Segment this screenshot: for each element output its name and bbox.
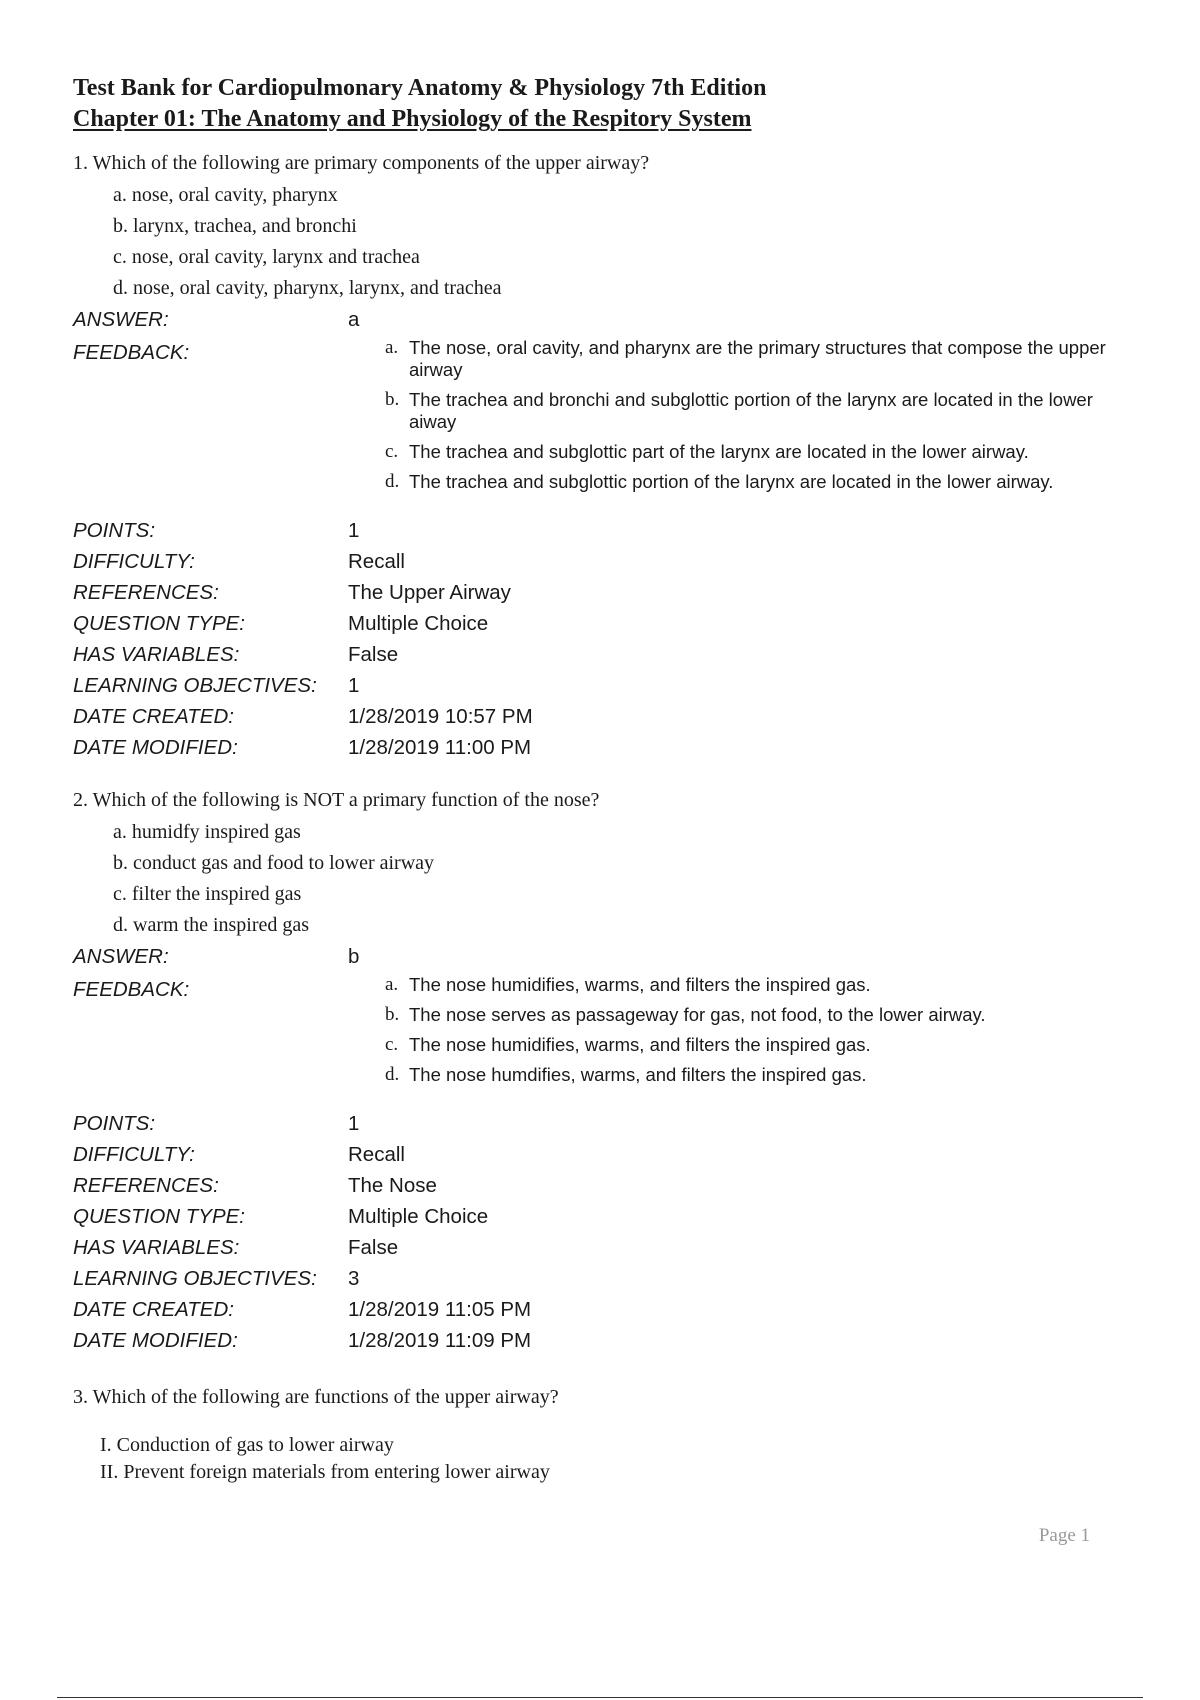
date-created-value: 1/28/2019 10:57 PM	[348, 705, 533, 728]
feedback-text: The nose, oral cavity, and pharynx are the primary structures that compose the upper airway	[409, 337, 1106, 380]
choice-c: c. filter the inspired gas	[113, 883, 302, 905]
references-value: The Upper Airway	[348, 581, 511, 604]
difficulty-row	[73, 1139, 1133, 1170]
points-row	[73, 515, 1133, 546]
points-value: 1	[348, 519, 360, 542]
references-row	[73, 577, 1133, 608]
choice-a: a. nose, oral cavity, pharynx	[113, 184, 338, 206]
statement-item: II. Prevent foreign materials from entering lower airway	[100, 1461, 550, 1483]
feedback-text: The trachea and subglottic portion of the larynx are located in the lower airway.	[409, 471, 1054, 492]
feedback-row	[73, 337, 1133, 501]
feedback-list	[348, 974, 1133, 1094]
date-modified-label: DATE MODIFIED:	[73, 1329, 238, 1352]
chapter-title: Chapter 01: The Anatomy and Physiology of the Respitory System	[73, 106, 752, 132]
has-variables-row	[73, 1232, 1133, 1263]
statement-item: I. Conduction of gas to lower airway	[100, 1434, 394, 1456]
feedback-letter: c.	[385, 1034, 399, 1055]
choice-c: c. nose, oral cavity, larynx and trachea	[113, 246, 420, 268]
feedback-label: FEEDBACK:	[73, 341, 190, 364]
statement-list	[73, 1432, 1133, 1486]
document-title: Test Bank for Cardiopulmonary Anatomy & Physiology 7th Edition	[73, 75, 767, 101]
feedback-text: The nose humdifies, warms, and filters the inspired gas.	[409, 1064, 867, 1085]
choice-d: d. warm the inspired gas	[113, 914, 310, 936]
feedback-letter: a.	[385, 337, 399, 358]
date-created-label: DATE CREATED:	[73, 705, 234, 728]
answer-value: a	[348, 308, 360, 331]
feedback-item	[385, 337, 1133, 381]
difficulty-label: DIFFICULTY:	[73, 550, 195, 573]
date-created-row	[73, 1294, 1133, 1325]
date-modified-row	[73, 1325, 1133, 1356]
date-modified-label: DATE MODIFIED:	[73, 736, 238, 759]
choice-list	[73, 180, 1133, 304]
question-type-label: QUESTION TYPE:	[73, 612, 245, 635]
difficulty-row	[73, 546, 1133, 577]
learning-objectives-label: LEARNING OBJECTIVES:	[73, 674, 317, 697]
answer-label: ANSWER:	[73, 308, 169, 331]
feedback-item	[385, 441, 1133, 463]
feedback-item	[385, 974, 1133, 996]
question-2	[73, 787, 1133, 1356]
answer-row	[73, 941, 1133, 972]
feedback-item	[385, 471, 1133, 493]
learning-objectives-row	[73, 1263, 1133, 1294]
feedback-text: The trachea and bronchi and subglottic portion of the larynx are located in the lower aiway	[409, 389, 1093, 432]
feedback-letter: d.	[385, 1064, 400, 1085]
question-type-row	[73, 1201, 1133, 1232]
learning-objectives-value: 1	[348, 674, 360, 697]
feedback-letter: d.	[385, 471, 400, 492]
question-type-row	[73, 608, 1133, 639]
question-1	[73, 150, 1133, 763]
learning-objectives-row	[73, 670, 1133, 701]
bottom-divider	[57, 1697, 1143, 1698]
answer-label: ANSWER:	[73, 945, 169, 968]
feedback-text: The nose humidifies, warms, and filters the inspired gas.	[409, 974, 871, 995]
feedback-item	[385, 1064, 1133, 1086]
references-label: REFERENCES:	[73, 1174, 219, 1197]
points-label: POINTS:	[73, 1112, 156, 1135]
references-value: The Nose	[348, 1174, 437, 1197]
choice-b: b. conduct gas and food to lower airway	[113, 852, 435, 874]
feedback-row	[73, 974, 1133, 1094]
metadata-block	[73, 515, 1133, 763]
feedback-item	[385, 1004, 1133, 1026]
points-row	[73, 1108, 1133, 1139]
has-variables-label: HAS VARIABLES:	[73, 643, 240, 666]
feedback-label: FEEDBACK:	[73, 978, 190, 1001]
points-label: POINTS:	[73, 519, 156, 542]
feedback-letter: b.	[385, 389, 400, 410]
question-type-label: QUESTION TYPE:	[73, 1205, 245, 1228]
choice-list	[73, 817, 1133, 941]
date-modified-value: 1/28/2019 11:00 PM	[348, 736, 532, 759]
date-modified-row	[73, 732, 1133, 763]
question-3	[73, 1384, 1133, 1486]
feedback-text: The nose humidifies, warms, and filters the inspired gas.	[409, 1034, 871, 1055]
points-value: 1	[348, 1112, 360, 1135]
choice-b: b. larynx, trachea, and bronchi	[113, 215, 357, 237]
difficulty-value: Recall	[348, 550, 405, 573]
has-variables-value: False	[348, 643, 399, 666]
date-modified-value: 1/28/2019 11:09 PM	[348, 1329, 532, 1352]
date-created-value: 1/28/2019 11:05 PM	[348, 1298, 532, 1321]
question-type-value: Multiple Choice	[348, 612, 489, 635]
date-created-label: DATE CREATED:	[73, 1298, 234, 1321]
question-stem: 2. Which of the following is NOT a primary function of the nose?	[73, 789, 600, 811]
question-stem: 1. Which of the following are primary components of the upper airway?	[73, 152, 650, 174]
answer-value: b	[348, 945, 360, 968]
feedback-item	[385, 389, 1133, 433]
feedback-item	[385, 1034, 1133, 1056]
page-number: Page 1	[1038, 1525, 1090, 1546]
question-stem: 3. Which of the following are functions of the upper airway?	[73, 1386, 559, 1408]
feedback-list	[348, 337, 1133, 501]
references-label: REFERENCES:	[73, 581, 219, 604]
answer-row	[73, 304, 1133, 335]
feedback-text: The trachea and subglottic part of the larynx are located in the lower airway.	[409, 441, 1029, 462]
feedback-letter: c.	[385, 441, 399, 462]
question-type-value: Multiple Choice	[348, 1205, 489, 1228]
has-variables-label: HAS VARIABLES:	[73, 1236, 240, 1259]
date-created-row	[73, 701, 1133, 732]
choice-d: d. nose, oral cavity, pharynx, larynx, and trachea	[113, 277, 502, 299]
choice-a: a. humidfy inspired gas	[113, 821, 301, 843]
has-variables-value: False	[348, 1236, 399, 1259]
difficulty-value: Recall	[348, 1143, 405, 1166]
references-row	[73, 1170, 1133, 1201]
difficulty-label: DIFFICULTY:	[73, 1143, 195, 1166]
learning-objectives-label: LEARNING OBJECTIVES:	[73, 1267, 317, 1290]
learning-objectives-value: 3	[348, 1267, 360, 1290]
has-variables-row	[73, 639, 1133, 670]
feedback-letter: b.	[385, 1004, 400, 1025]
feedback-text: The nose serves as passageway for gas, not food, to the lower airway.	[409, 1004, 986, 1025]
document-header	[73, 73, 1133, 135]
metadata-block	[73, 1108, 1133, 1356]
feedback-letter: a.	[385, 974, 399, 995]
